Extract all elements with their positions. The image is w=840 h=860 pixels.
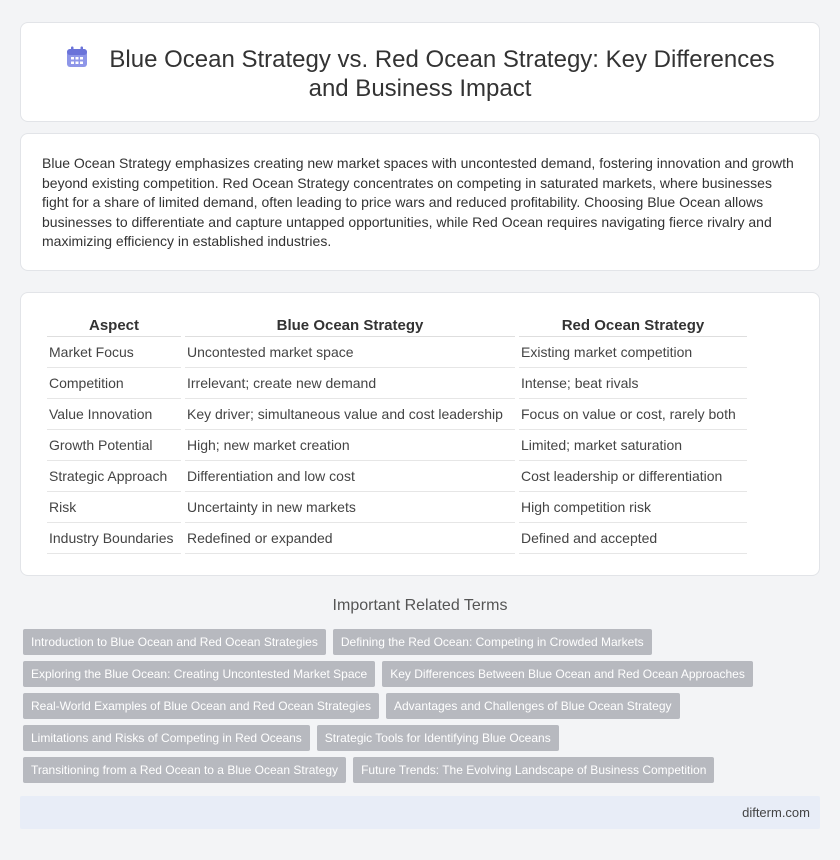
table-cell: Industry Boundaries bbox=[47, 523, 181, 554]
page-title: Blue Ocean Strategy vs. Red Ocean Strategy: Key Differences and Business Impact bbox=[109, 46, 775, 102]
table-cell: Focus on value or cost, rarely both bbox=[519, 399, 747, 430]
comparison-card bbox=[20, 292, 820, 576]
related-term-link[interactable]: Introduction to Blue Ocean and Red Ocean Strategies bbox=[23, 629, 326, 655]
table-cell: Irrelevant; create new demand bbox=[185, 368, 515, 399]
table-row bbox=[47, 368, 747, 399]
table-cell: Market Focus bbox=[47, 337, 181, 368]
table-row bbox=[47, 461, 747, 492]
table-cell: Key driver; simultaneous value and cost leadership bbox=[185, 399, 515, 430]
related-term-link[interactable]: Advantages and Challenges of Blue Ocean Strategy bbox=[386, 693, 680, 719]
site-name[interactable]: difterm.com bbox=[742, 805, 810, 820]
title-card bbox=[20, 22, 820, 122]
table-cell: Value Innovation bbox=[47, 399, 181, 430]
table-cell: Defined and accepted bbox=[519, 523, 747, 554]
column-header-blue-ocean: Blue Ocean Strategy bbox=[185, 315, 515, 337]
table-cell: Redefined or expanded bbox=[185, 523, 515, 554]
comparison-table bbox=[43, 315, 751, 554]
table-cell: Growth Potential bbox=[47, 430, 181, 461]
related-term-link[interactable]: Future Trends: The Evolving Landscape of Business Competition bbox=[353, 757, 714, 783]
calendar-icon bbox=[65, 45, 89, 69]
table-cell: Intense; beat rivals bbox=[519, 368, 747, 399]
footer-bar bbox=[20, 796, 820, 829]
related-term-link[interactable]: Defining the Red Ocean: Competing in Crowded Markets bbox=[333, 629, 652, 655]
table-cell: Cost leadership or differentiation bbox=[519, 461, 747, 492]
table-cell: High; new market creation bbox=[185, 430, 515, 461]
related-term-link[interactable]: Limitations and Risks of Competing in Red Oceans bbox=[23, 725, 310, 751]
table-cell: Uncertainty in new markets bbox=[185, 492, 515, 523]
column-header-red-ocean: Red Ocean Strategy bbox=[519, 315, 747, 337]
table-row bbox=[47, 523, 747, 554]
table-cell: Competition bbox=[47, 368, 181, 399]
table-row bbox=[47, 492, 747, 523]
table-cell: Uncontested market space bbox=[185, 337, 515, 368]
table-row bbox=[47, 399, 747, 430]
table-cell: High competition risk bbox=[519, 492, 747, 523]
related-terms-list bbox=[23, 629, 803, 783]
table-cell: Existing market competition bbox=[519, 337, 747, 368]
table-header-row bbox=[47, 315, 747, 337]
related-term-link[interactable]: Transitioning from a Red Ocean to a Blue Ocean Strategy bbox=[23, 757, 346, 783]
related-term-link[interactable]: Real-World Examples of Blue Ocean and Red Ocean Strategies bbox=[23, 693, 379, 719]
intro-paragraph: Blue Ocean Strategy emphasizes creating new market spaces with uncontested demand, fostering innovation and growth beyond existing competition. Red Ocean Strategy concentrates on competing in saturated markets, where businesses fight for a share of limited demand, often leading to price wars and reduced profitability. Choosing Blue Ocean allows businesses to differentiate and capture untapped opportunities, while Red Ocean requires navigating fierce rivalry and maximizing efficiency in established industries. bbox=[42, 155, 794, 249]
related-term-link[interactable]: Key Differences Between Blue Ocean and Red Ocean Approaches bbox=[382, 661, 753, 687]
related-terms-heading: Important Related Terms bbox=[332, 597, 508, 614]
related-term-link[interactable]: Strategic Tools for Identifying Blue Oceans bbox=[317, 725, 559, 751]
table-cell: Differentiation and low cost bbox=[185, 461, 515, 492]
table-cell: Strategic Approach bbox=[47, 461, 181, 492]
table-cell: Limited; market saturation bbox=[519, 430, 747, 461]
table-row bbox=[47, 337, 747, 368]
intro-card bbox=[20, 133, 820, 271]
title-wrap bbox=[51, 45, 789, 103]
table-cell: Risk bbox=[47, 492, 181, 523]
column-header-aspect: Aspect bbox=[47, 315, 181, 337]
table-row bbox=[47, 430, 747, 461]
related-term-link[interactable]: Exploring the Blue Ocean: Creating Uncontested Market Space bbox=[23, 661, 375, 687]
